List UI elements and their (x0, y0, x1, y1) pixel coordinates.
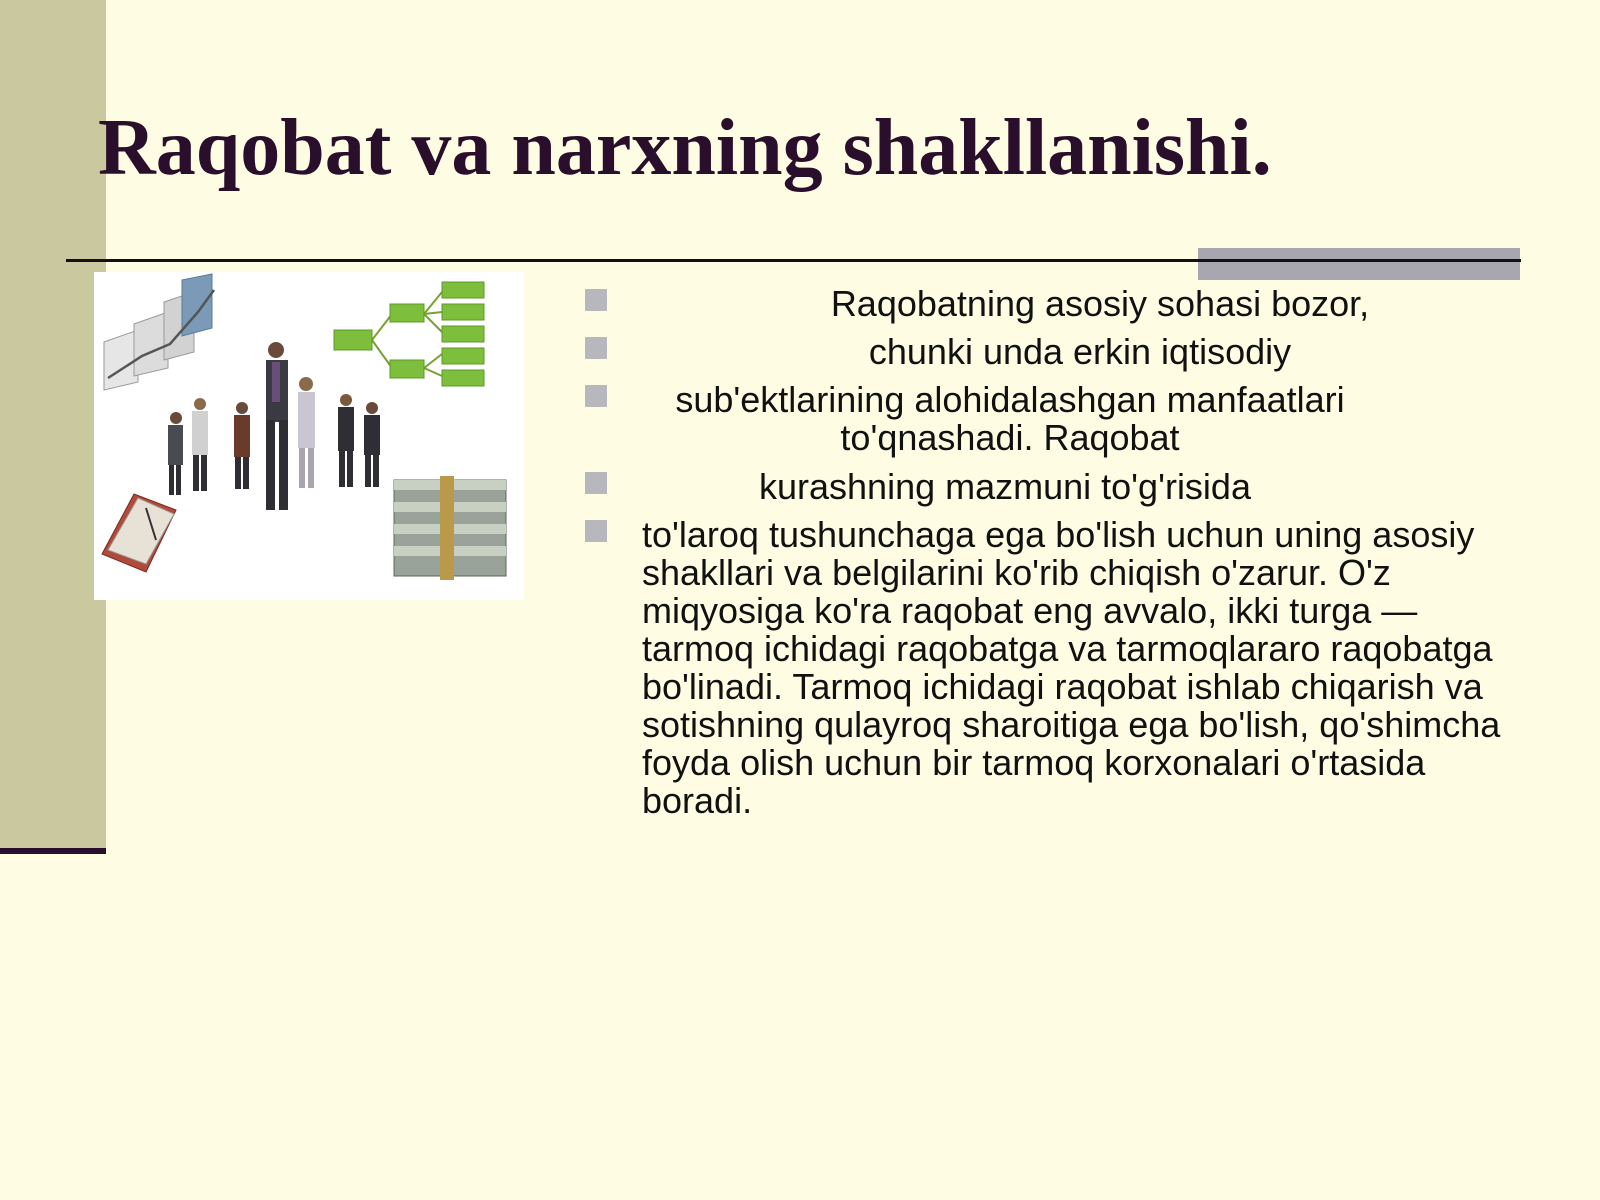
sidebar-underline (0, 848, 106, 854)
documents-icon (102, 494, 176, 572)
list-item (585, 285, 1515, 333)
bar-chart-icon (104, 274, 214, 390)
bullet-marker (585, 289, 607, 311)
bullet-marker (585, 520, 607, 542)
slide-title: Raqobat va narxning shakllanishi. (98, 104, 1272, 192)
list-item (585, 516, 1515, 820)
list-item (585, 333, 1515, 381)
bullet-marker (585, 337, 607, 359)
bullet-marker (585, 385, 607, 407)
bullet-text: to'laroq tushunchaga ega bo'lish uchun uning asosiy shakllari va belgilarini ko'rib chiqish o'zarur. O'z miqyosiga ko'ra raqobat eng avvalo, ikki turga — tarmoq ichidagi raqobatga va tarmoqlararo raqobatga bo'linadi. Tarmoq ichidagi raqobat ishlab chiqarish va sotishning qulayroq sharoitiga ega bo'lish, qo'shimcha foyda olish uchun bir tarmoq korxonalari o'rtasida boradi. (642, 514, 1501, 821)
list-item (585, 468, 1515, 516)
money-stack-icon (394, 476, 506, 580)
left-sidebar-band (0, 0, 106, 848)
business-people-group (168, 342, 380, 510)
bullet-text: kurashning mazmuni to'g'risida (759, 466, 1251, 507)
bullet-list (585, 285, 1515, 820)
list-item (585, 381, 1515, 468)
bullet-marker (585, 472, 607, 494)
bullet-text: sub'ektlarining alohidalashgan manfaatlari to'qnashadi. Raqobat (675, 379, 1345, 458)
title-accent-bar (1198, 248, 1520, 280)
business-people-illustration (94, 272, 524, 600)
title-divider (66, 259, 1521, 262)
bullet-text: chunki unda erkin iqtisodiy (868, 331, 1292, 372)
bullet-text: Raqobatning asosiy sohasi bozor, (830, 283, 1370, 324)
